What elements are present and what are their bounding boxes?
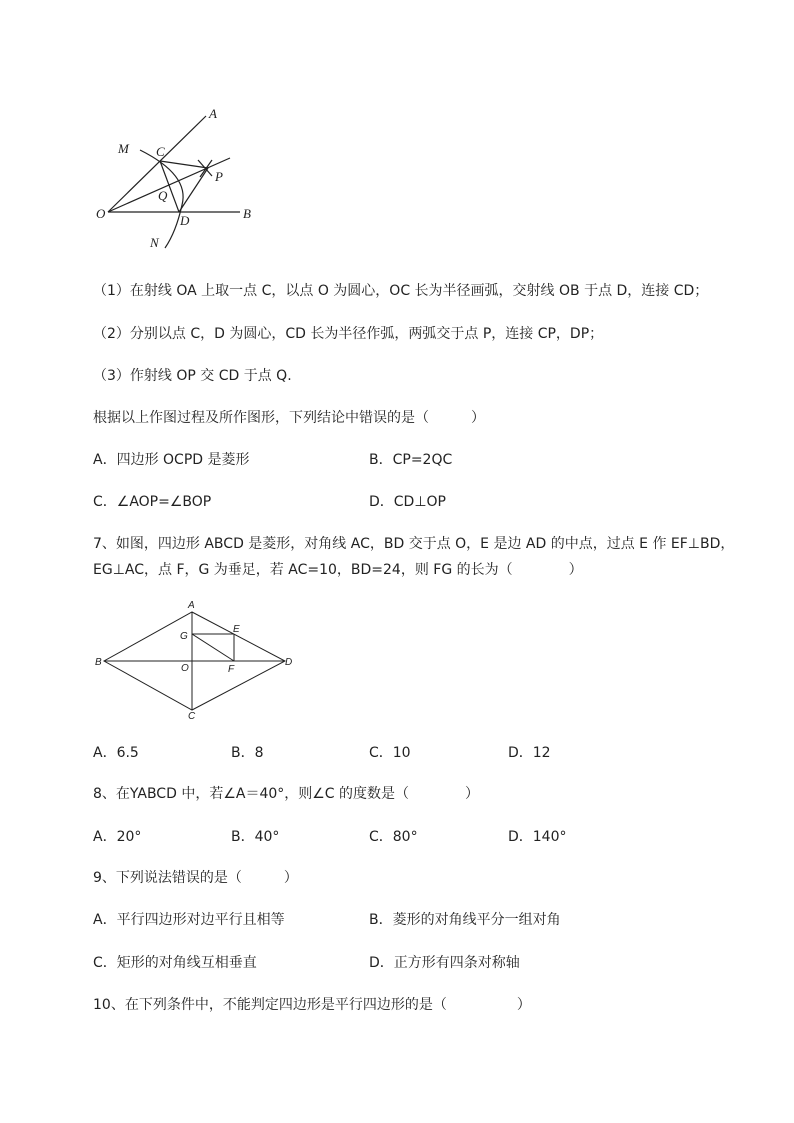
q6-step-2: （2）分别以点 C，D 为圆心，CD 长为半径作弧，两弧交于点 P，连接 CP，DP；	[93, 326, 604, 342]
label-g: G	[180, 631, 188, 642]
label-b: B	[95, 657, 102, 668]
ray-oa	[108, 116, 206, 212]
q6-question: 根据以上作图过程及所作图形，下列结论中错误的是（ ）	[93, 410, 485, 426]
label-m: M	[118, 141, 129, 156]
q9-option-a: A．平行四边形对边平行且相等	[93, 912, 285, 928]
segment-gf	[192, 634, 234, 661]
label-d: D	[285, 657, 293, 668]
label-e: E	[233, 624, 240, 635]
q6-option-d: D．CD⊥OP	[369, 494, 446, 510]
q7-option-c: C．10	[369, 745, 411, 761]
q6-step-1: （1）在射线 OA 上取一点 C，以点 O 为圆心，OC 长为半径画弧，交射线 OB 于点 D，连接 CD；	[93, 283, 709, 299]
q7-question-line1: 7、如图，四边形 ABCD 是菱形，对角线 AC，BD 交于点 O，E 是边 AD 的中点，过点 E 作 EF⊥BD，	[93, 536, 735, 552]
label-b: B	[243, 206, 251, 221]
label-a: A	[188, 600, 195, 611]
q9-option-c: C．矩形的对角线互相垂直	[93, 955, 257, 971]
q6-option-a: A．四边形 OCPD 是菱形	[93, 452, 250, 468]
q8-option-b: B．40°	[231, 829, 280, 845]
q7-question-line2: EG⊥AC，点 F，G 为垂足，若 AC=10，BD=24，则 FG 的长为（ ）	[93, 562, 583, 578]
q8-option-a: A．20°	[93, 829, 142, 845]
label-o: O	[181, 663, 189, 674]
q6-step-3: （3）作射线 OP 交 CD 于点 Q.	[93, 368, 292, 384]
label-c: C	[188, 711, 196, 722]
rhombus-figure	[90, 598, 300, 722]
q9-option-b: B．菱形的对角线平分一组对角	[369, 912, 561, 928]
q10-question: 10、在下列条件中，不能判定四边形是平行四边形的是（ ）	[93, 997, 531, 1013]
label-d: D	[180, 213, 190, 228]
q9-question: 9、下列说法错误的是（ ）	[93, 870, 298, 886]
q7-option-b: B．8	[231, 745, 264, 761]
q9-option-d: D．正方形有四条对称轴	[369, 955, 520, 971]
q6-option-c: C．∠AOP=∠BOP	[93, 494, 212, 510]
q8-option-d: D．140°	[508, 829, 567, 845]
label-p: P	[215, 169, 223, 184]
label-c: C	[156, 144, 165, 159]
label-q: Q	[158, 188, 168, 203]
q7-option-d: D．12	[508, 745, 551, 761]
label-f: F	[228, 664, 235, 675]
label-a: A	[209, 106, 217, 121]
q8-option-c: C．80°	[369, 829, 418, 845]
q8-question: 8、在YABCD 中，若∠A＝40°，则∠C 的度数是（ ）	[93, 786, 480, 802]
q7-option-a: A．6.5	[93, 745, 139, 761]
construction-figure	[90, 100, 270, 260]
q6-option-b: B．CP=2QC	[369, 452, 453, 468]
label-n: N	[150, 235, 159, 250]
label-o: O	[96, 206, 106, 221]
segment-cd	[160, 161, 179, 212]
